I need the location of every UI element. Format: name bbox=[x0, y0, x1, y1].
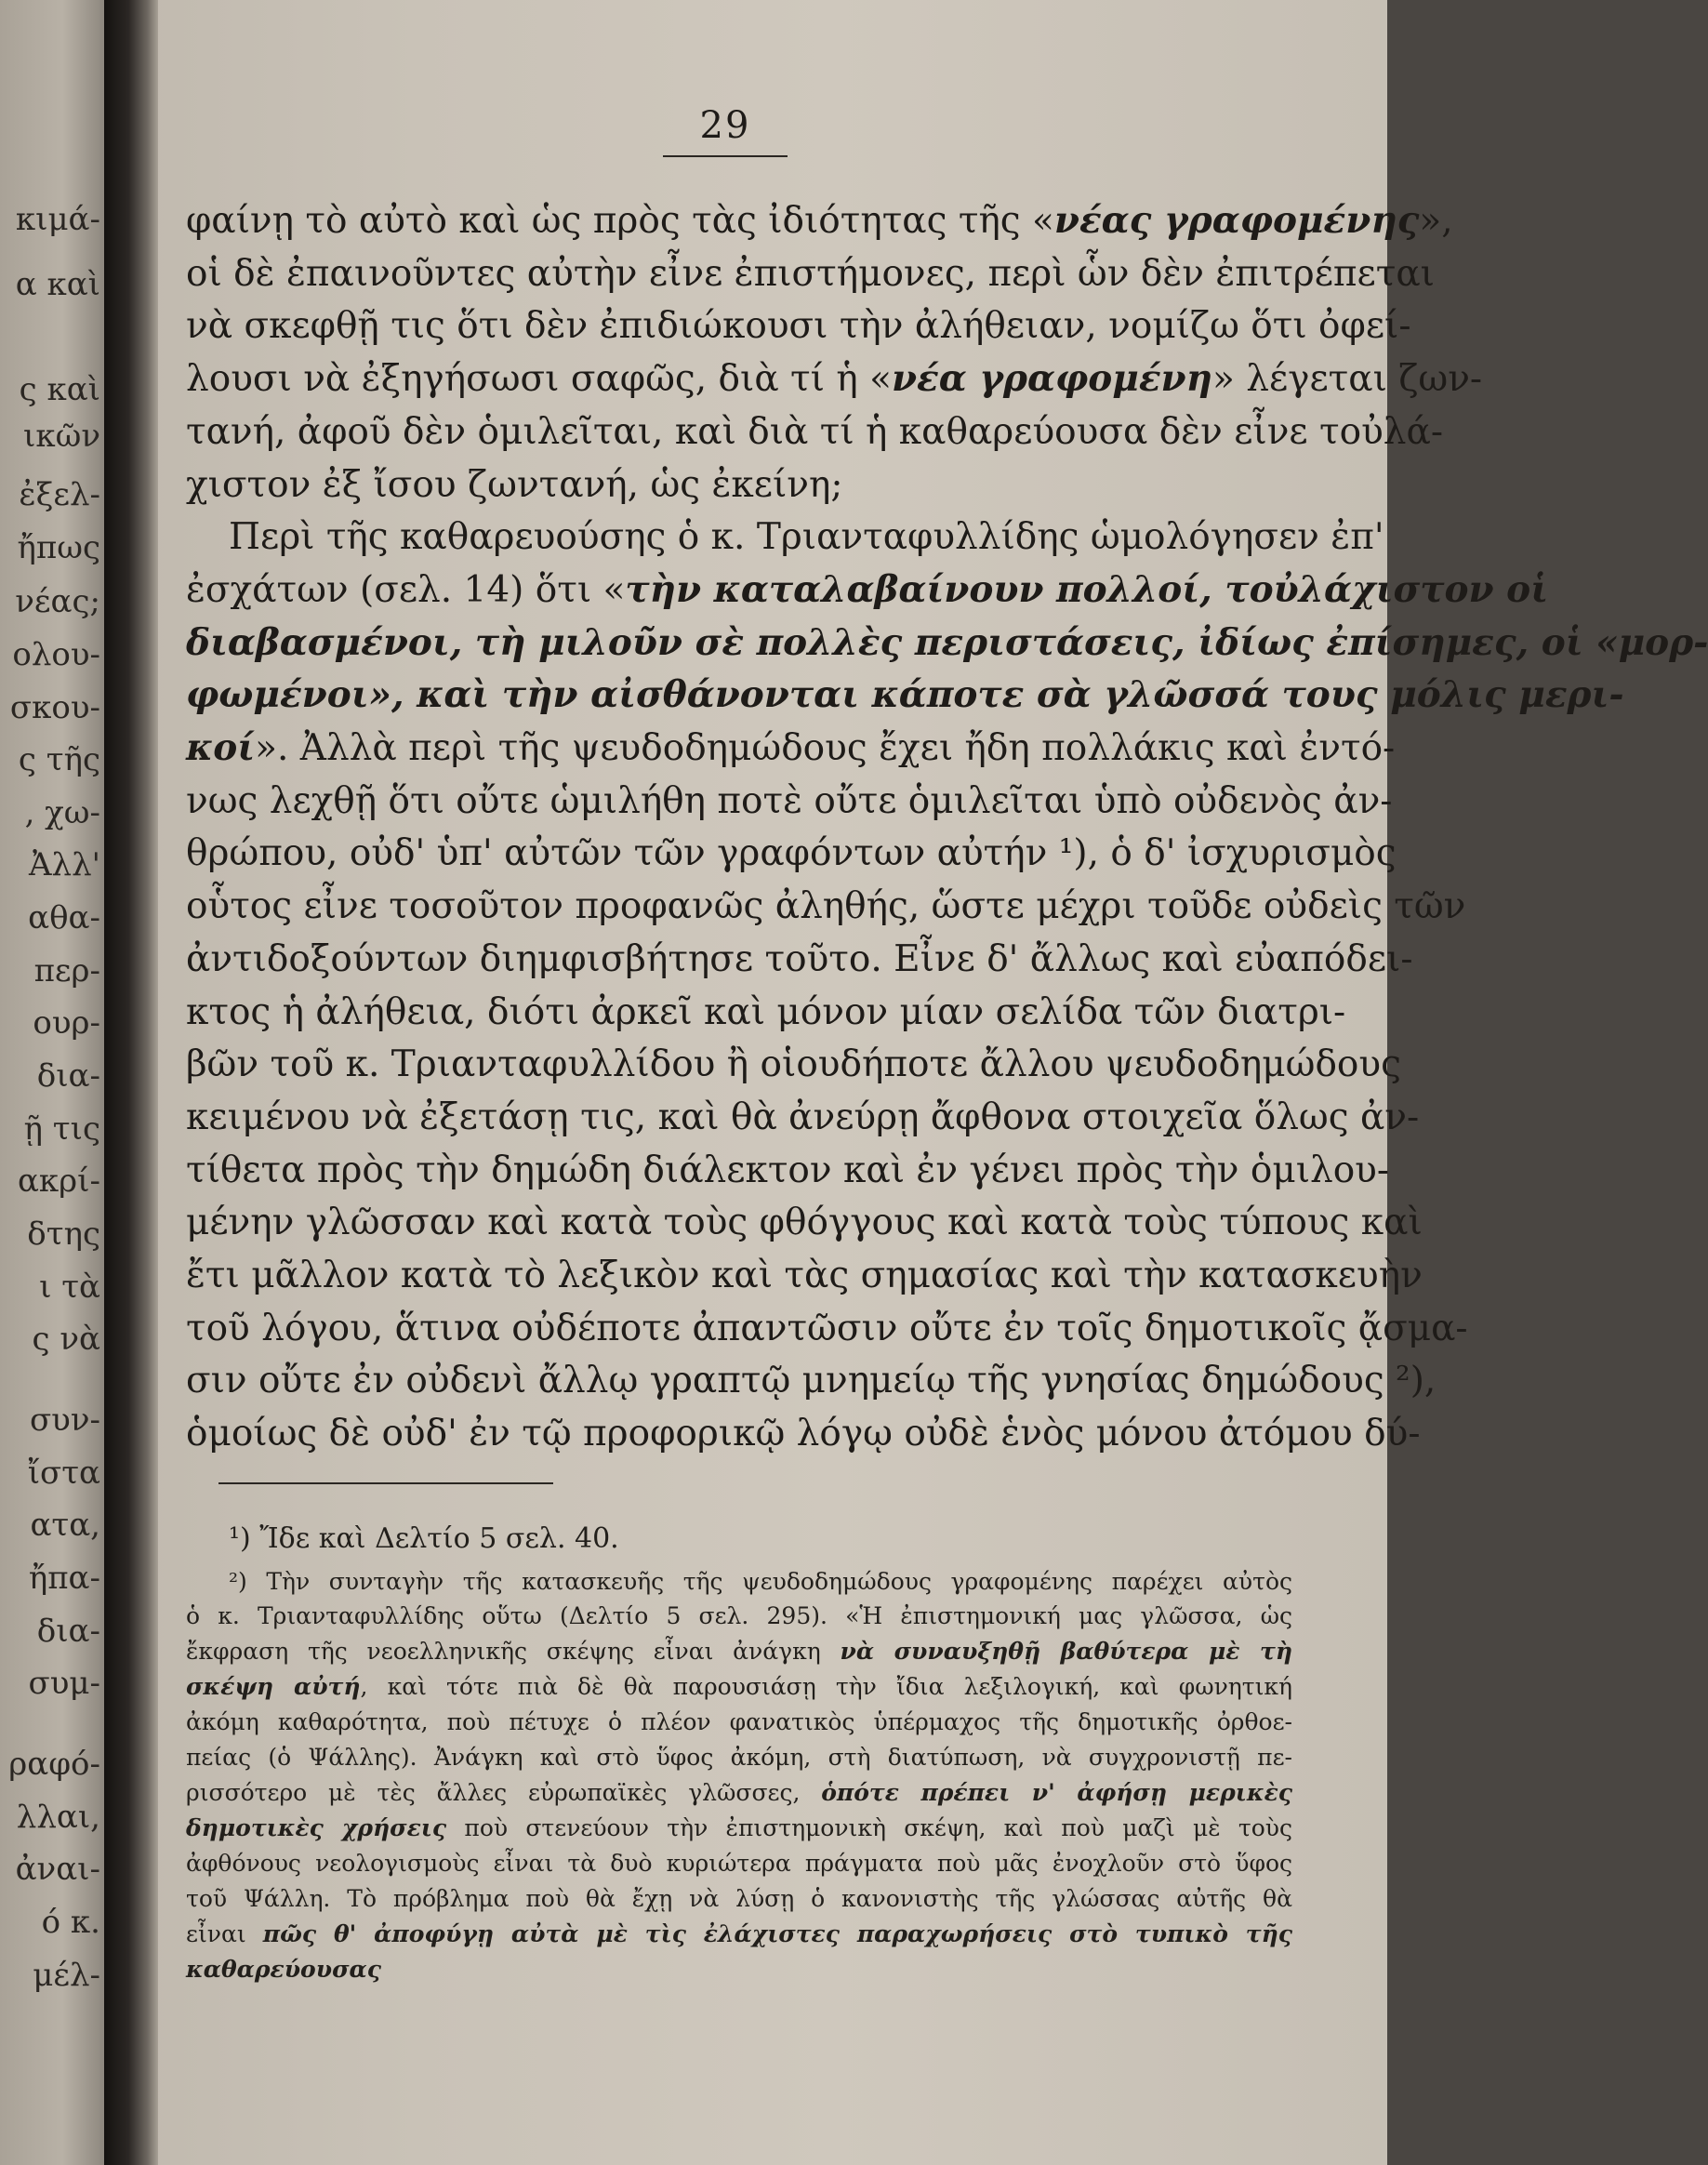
left-page-fragment: περ- bbox=[33, 952, 100, 990]
text-run: 5 σελ. 40. bbox=[479, 1522, 619, 1555]
text-run: τοῦ Ψάλλη. Τὸ πρόβλημα ποὺ θὰ ἔχῃ νὰ λύσῃ ὁ κανονιστὴς τῆς γλώσσας αὐτῆς θὰ bbox=[186, 1885, 1292, 1912]
left-page-fragment: ῇ τις bbox=[23, 1110, 100, 1148]
text-run: τοῦ λόγου, ἅτινα οὐδέποτε ἀπαντῶσιν οὔτε ἐν τοῖς δημοτικοῖς ᾄσμα- bbox=[186, 1308, 1468, 1349]
footnote-line bbox=[186, 1922, 1292, 1946]
text-line bbox=[186, 199, 1453, 242]
text-run: τίθετα πρὸς τὴν δημώδη διάλεκτον καὶ ἐν γένει πρὸς τὴν ὁμιλου- bbox=[186, 1149, 1390, 1191]
text-run: ¹) Ἴδε καὶ Δελτίο bbox=[229, 1522, 480, 1555]
left-page-fragment: ακρί- bbox=[17, 1162, 100, 1200]
text-line bbox=[186, 253, 1435, 295]
left-page-fragment: ουρ- bbox=[33, 1004, 100, 1042]
emphasized-text: καθαρεύουσας bbox=[186, 1956, 381, 1983]
text-run: σιν οὔτε ἐν οὐδενὶ ἄλλῳ γραπτῷ μνημείῳ τῆς γνησίας δημώδους ²), bbox=[186, 1360, 1437, 1401]
text-run: ἔτι μᾶλλον κατὰ τὸ λεξικὸν καὶ τὰς σημασίας καὶ τὴν κατασκευὴν bbox=[186, 1255, 1423, 1296]
footnote-line bbox=[186, 1570, 1292, 1593]
left-page-fragment: νέας; bbox=[15, 583, 100, 620]
left-page-fragment: δτης bbox=[27, 1215, 100, 1253]
text-run: νὰ σκεφθῇ τις ὅτι δὲν ἐπιδιώκουσι τὴν ἀλήθειαν, νομίζω ὅτι ὀφεί- bbox=[186, 305, 1411, 347]
left-page-fragment: ό κ. bbox=[41, 1904, 100, 1941]
text-run: ποὺ στενεύουν τὴν ἐπιστημονικὴ σκέψη, καὶ ποὺ μαζὶ μὲ τοὺς bbox=[446, 1814, 1292, 1841]
emphasized-text: τὴν καταλαβαίνουν πολλοί, τοὐλάχιστον οἱ bbox=[625, 568, 1549, 611]
emphasized-text: κοί bbox=[186, 726, 256, 769]
footnote-line bbox=[186, 1958, 1292, 1981]
text-line bbox=[186, 516, 1384, 558]
text-line bbox=[186, 1202, 1423, 1243]
footnote-line bbox=[186, 1675, 1292, 1698]
text-run: » λέγεται ζων- bbox=[1211, 358, 1483, 400]
text-line bbox=[186, 1413, 1421, 1454]
left-page-fragment: λλαι, bbox=[16, 1799, 100, 1836]
text-line bbox=[186, 1096, 1420, 1138]
left-page-fragment: ολου- bbox=[12, 636, 100, 673]
left-page-fragment: ἀναι- bbox=[15, 1851, 100, 1888]
page-number: 29 bbox=[699, 104, 751, 147]
footnote-line bbox=[186, 1746, 1292, 1769]
text-run: », bbox=[1419, 200, 1453, 242]
text-run: ²) Τὴν συνταγὴν τῆς κατασκευῆς τῆς ψευδοδημώδους γραφομένης παρέχει αὐτὸς bbox=[229, 1568, 1292, 1595]
left-page-fragment: ς καὶ bbox=[19, 371, 100, 408]
left-page-fragment: μέλ- bbox=[33, 1957, 100, 1994]
left-page-fragment: ατα, bbox=[30, 1507, 100, 1544]
left-page-fragment: δια- bbox=[36, 1057, 100, 1095]
text-line bbox=[186, 357, 1483, 400]
left-facing-page bbox=[0, 0, 104, 2165]
footnote-line bbox=[186, 1816, 1292, 1840]
text-run: ». Ἀλλὰ περὶ τῆς ψευδοδημώδους ἔχει ἤδη πολλάκις καὶ ἐντό- bbox=[255, 727, 1396, 769]
text-line bbox=[186, 832, 1397, 874]
left-page-fragment: ἴστα bbox=[27, 1454, 100, 1492]
text-line bbox=[186, 938, 1413, 980]
text-run: χιστον ἐξ ἴσου ζωντανή, ὡς ἐκείνη; bbox=[186, 464, 843, 506]
page-number-rule bbox=[663, 155, 788, 157]
left-page-fragment: Ἀλλ' bbox=[29, 846, 100, 883]
left-page-fragment: συμ- bbox=[28, 1665, 100, 1702]
text-line bbox=[186, 1308, 1468, 1349]
left-page-fragment: ς νὰ bbox=[32, 1321, 100, 1358]
emphasized-text: διαβασμένοι, τὴ μιλοῦν σὲ πολλὲς περιστάσεις, ἰδίως ἐπίσημες, οἱ «μορ- bbox=[186, 621, 1708, 664]
text-line bbox=[186, 568, 1549, 611]
text-line bbox=[186, 411, 1444, 453]
text-line bbox=[186, 1043, 1401, 1085]
text-run: ἐσχάτων (σελ. 14) ὅτι « bbox=[186, 569, 626, 611]
text-run: νως λεχθῇ ὅτι οὔτε ὡμιλήθη ποτὲ οὔτε ὁμιλεῖται ὑπὸ οὐδενὸς ἀν- bbox=[186, 780, 1393, 822]
text-run: βῶν τοῦ κ. Τριανταφυλλίδου ἢ οἱουδήποτε ἄλλου ψευδοδημώδους bbox=[186, 1043, 1401, 1085]
text-run: Περὶ τῆς καθαρευούσης ὁ κ. Τριανταφυλλίδης ὡμολόγησεν ἐπ' bbox=[229, 516, 1384, 558]
left-page-fragment: ς τῆς bbox=[18, 741, 100, 778]
left-page-fragment: , χω- bbox=[24, 794, 100, 831]
text-line bbox=[186, 1255, 1423, 1296]
emphasized-text: νὰ συναυξηθῇ βαθύτερα μὲ τὴ bbox=[840, 1638, 1292, 1665]
footnote-line bbox=[186, 1640, 1292, 1663]
emphasized-text: φωμένοι», καὶ τὴν αἰσθάνονται κάποτε σὰ γλῶσσά τους μόλις μερι- bbox=[186, 673, 1624, 716]
left-page-fragment: σκου- bbox=[9, 689, 100, 726]
text-run: κτος ἡ ἀλήθεια, διότι ἀρκεῖ καὶ μόνον μίαν σελίδα τῶν διατρι- bbox=[186, 991, 1346, 1033]
footnote-separator bbox=[218, 1482, 553, 1484]
footnote-line bbox=[186, 1852, 1292, 1875]
text-line bbox=[186, 726, 1396, 769]
emphasized-text: δημοτικὲς χρήσεις bbox=[186, 1814, 447, 1841]
text-line bbox=[186, 621, 1708, 664]
text-run: , καὶ τότε πιὰ δὲ θὰ παρουσιάσῃ τὴν ἴδια λεξιλογική, καὶ φωνητική bbox=[360, 1673, 1292, 1700]
left-page-fragment: συν- bbox=[29, 1401, 100, 1439]
text-line bbox=[186, 885, 1466, 927]
text-line bbox=[186, 780, 1393, 822]
left-page-fragment: ραφό- bbox=[8, 1746, 100, 1783]
text-run: ὁμοίως δὲ οὐδ' ἐν τῷ προφορικῷ λόγῳ οὐδὲ ἑνὸς μόνου ἀτόμου δύ- bbox=[186, 1413, 1421, 1454]
emphasized-text: νέα γραφομένη bbox=[891, 357, 1212, 400]
text-run: πείας (ὁ Ψάλλης). Ἀνάγκη καὶ στὸ ὕφος ἀκόμη, στὴ διατύπωση, νὰ συγχρονιστῇ πε- bbox=[186, 1744, 1292, 1771]
text-run: κειμένου νὰ ἐξετάσῃ τις, καὶ θὰ ἀνεύρῃ ἄφθονα στοιχεῖα ὅλως ἀν- bbox=[186, 1096, 1420, 1138]
text-run: ἀκόμη καθαρότητα, ποὺ πέτυχε ὁ πλέον φανατικὸς ὑπέρμαχος τῆς δημοτικῆς ὀρθοε- bbox=[186, 1708, 1292, 1735]
footnote-line bbox=[186, 1522, 1292, 1555]
left-page-fragment: κιμά- bbox=[15, 201, 100, 238]
text-run: θρώπου, οὐδ' ὑπ' αὐτῶν τῶν γραφόντων αὐτήν ¹), ὁ δ' ἰσχυρισμὸς bbox=[186, 832, 1397, 874]
footnote-line bbox=[186, 1781, 1292, 1804]
book-gutter bbox=[104, 0, 158, 2165]
text-line bbox=[186, 1360, 1437, 1401]
text-run: οἱ δὲ ἐπαινοῦντες αὐτὴν εἶνε ἐπιστήμονες, περὶ ὧν δὲν ἐπιτρέπεται bbox=[186, 253, 1435, 295]
left-page-fragment: ἤπα- bbox=[28, 1560, 100, 1597]
left-page-fragment: ἐξελ- bbox=[19, 476, 100, 513]
text-run: εἶναι bbox=[186, 1920, 263, 1947]
emphasized-text: πῶς θ' ἀποφύγῃ αὐτὰ μὲ τὶς ἐλάχιστες παραχωρήσεις στὸ τυπικὸ τῆς bbox=[262, 1920, 1292, 1947]
left-page-fragment: ι τὰ bbox=[39, 1268, 100, 1306]
left-page-fragment: α καὶ bbox=[15, 266, 100, 303]
text-run: φαίνῃ τὸ αὐτὸ καὶ ὡς πρὸς τὰς ἰδιότητας τῆς « bbox=[186, 200, 1054, 242]
left-page-fragment: ικῶν bbox=[23, 418, 100, 455]
text-run: λουσι νὰ ἐξηγήσωσι σαφῶς, διὰ τί ἡ « bbox=[186, 358, 892, 400]
emphasized-text: νέας γραφομένης bbox=[1053, 199, 1420, 242]
text-run: οὗτος εἶνε τοσοῦτον προφανῶς ἀληθής, ὥστε μέχρι τοῦδε οὐδεὶς τῶν bbox=[186, 885, 1466, 927]
text-run: τανή, ἀφοῦ δὲν ὁμιλεῖται, καὶ διὰ τί ἡ καθαρεύουσα δὲν εἶνε τοὐλά- bbox=[186, 411, 1444, 453]
text-run: ρισσότερο μὲ τὲς ἄλλες εὐρωπαϊκὲς γλῶσσες, bbox=[186, 1779, 822, 1806]
text-run: ὁ κ. Τριανταφυλλίδης οὕτω (Δελτίο 5 σελ. 295). «Ἡ ἐπιστημονική μας γλῶσσα, ὡς bbox=[186, 1602, 1292, 1629]
text-line bbox=[186, 305, 1411, 347]
text-run: μένην γλῶσσαν καὶ κατὰ τοὺς φθόγγους καὶ κατὰ τοὺς τύπους καὶ bbox=[186, 1202, 1423, 1243]
text-line bbox=[186, 464, 1292, 506]
text-run: ἔκφραση τῆς νεοελληνικῆς σκέψης εἶναι ἀνάγκη bbox=[186, 1638, 841, 1665]
footnote-line bbox=[186, 1887, 1292, 1910]
footnote-line bbox=[186, 1604, 1292, 1627]
left-page-fragment: δια- bbox=[36, 1613, 100, 1650]
left-page-fragment: αθα- bbox=[28, 899, 100, 936]
left-page-fragment: ἤπως bbox=[17, 529, 100, 566]
text-run: ἀφθόνους νεολογισμοὺς εἶναι τὰ δυὸ κυριώτερα πράγματα ποὺ μᾶς ἐνοχλοῦν στὸ ὕφος bbox=[186, 1850, 1292, 1877]
footnote-line bbox=[186, 1710, 1292, 1733]
text-run: ἀντιδοξούντων διημφισβήτησε τοῦτο. Εἶνε δ' ἄλλως καὶ εὐαπόδει- bbox=[186, 938, 1413, 980]
emphasized-text: σκέψη αὐτή bbox=[186, 1673, 361, 1700]
text-line bbox=[186, 991, 1346, 1033]
text-line bbox=[186, 1149, 1390, 1191]
text-line bbox=[186, 673, 1624, 716]
emphasized-text: ὁπότε πρέπει ν' ἀφήσῃ μερικὲς bbox=[821, 1779, 1293, 1806]
